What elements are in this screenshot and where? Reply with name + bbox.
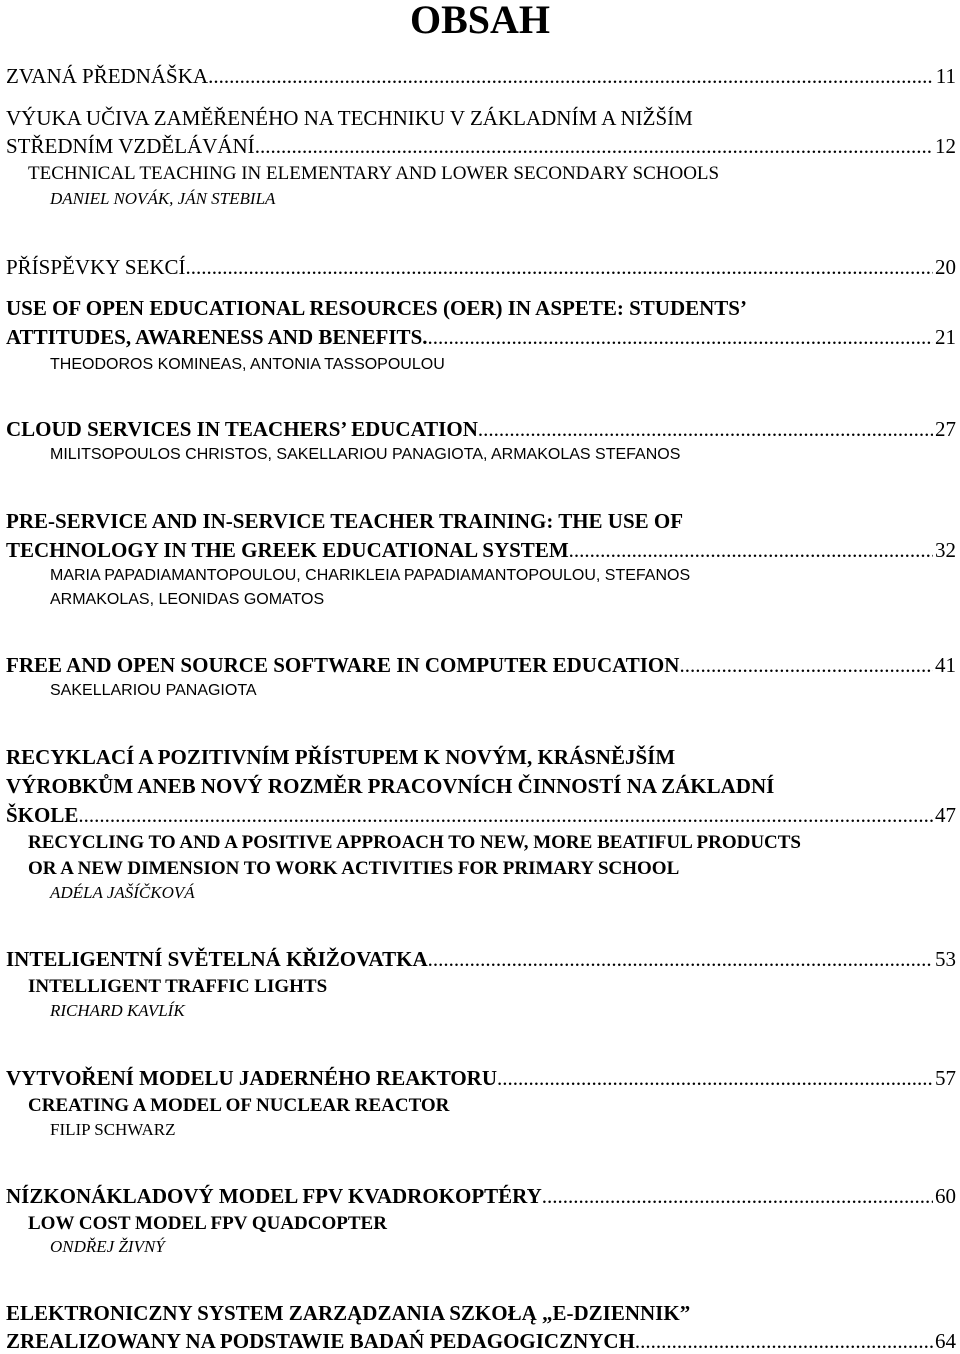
toc-entry-title: ATTITUDES, AWARENESS AND BENEFITS. xyxy=(6,325,428,349)
toc-entry-authors: SAKELLARIOU PANAGIOTA xyxy=(50,682,257,699)
toc-entry-title-line[interactable]: VÝUKA UČIVA ZAMĚŘENÉHO NA TECHNIKU V ZÁKLADNÍM A NIŽŠÍM xyxy=(6,106,693,130)
toc-entry-subtitle: INTELLIGENT TRAFFIC LIGHTS xyxy=(28,976,328,997)
dot-leader xyxy=(497,1065,933,1091)
toc-entry-title-line[interactable]: VÝROBKŮM ANEB NOVÝ ROZMĚR PRACOVNÍCH ČINNOSTÍ NA ZÁKLADNÍ xyxy=(6,774,775,798)
toc-page-number: 12 xyxy=(935,134,956,158)
toc-entry-title: CLOUD SERVICES IN TEACHERS’ EDUCATION xyxy=(6,417,478,441)
toc-entry-authors: FILIP SCHWARZ xyxy=(50,1120,176,1139)
toc-entry-technical-teaching[interactable] xyxy=(6,133,956,159)
toc-page-number: 20 xyxy=(935,255,956,279)
toc-page-number: 57 xyxy=(935,1066,956,1090)
toc-page-number: 32 xyxy=(935,538,956,562)
toc-entry-oer[interactable] xyxy=(6,324,956,350)
toc-page-number: 47 xyxy=(935,803,956,827)
dot-leader xyxy=(255,133,933,159)
toc-page-number: 64 xyxy=(935,1329,956,1353)
toc-entry-quadcopter[interactable] xyxy=(6,1183,956,1209)
toc-entry-foss[interactable] xyxy=(6,652,956,678)
toc-entry-title: INTELIGENTNÍ SVĚTELNÁ KŘIŽOVATKA xyxy=(6,947,428,971)
toc-entry-subtitle: TECHNICAL TEACHING IN ELEMENTARY AND LOWER SECONDARY SCHOOLS xyxy=(28,163,720,184)
toc-entry-authors: DANIEL NOVÁK, JÁN STEBILA xyxy=(50,189,276,208)
toc-entry-section-contributions[interactable] xyxy=(6,254,956,280)
toc-entry-teacher-training[interactable] xyxy=(6,537,956,563)
toc-entry-e-dziennik[interactable] xyxy=(6,1328,956,1354)
toc-entry-title: FREE AND OPEN SOURCE SOFTWARE IN COMPUTER EDUCATION xyxy=(6,653,680,677)
toc-entry-subtitle: RECYCLING TO AND A POSITIVE APPROACH TO NEW, MORE BEATIFUL PRODUCTS xyxy=(28,832,801,853)
toc-entry-subtitle: OR A NEW DIMENSION TO WORK ACTIVITIES FOR PRIMARY SCHOOL xyxy=(28,858,680,879)
toc-entry-title: PŘÍSPĚVKY SEKCÍ xyxy=(6,255,186,279)
toc-page-number: 60 xyxy=(935,1184,956,1208)
toc-entry-authors: ADÉLA JAŠÍČKOVÁ xyxy=(50,883,195,902)
toc-entry-title: ŠKOLE xyxy=(6,803,79,827)
toc-page-number: 53 xyxy=(935,947,956,971)
toc-entry-authors: ARMAKOLAS, LEONIDAS GOMATOS xyxy=(50,591,325,608)
toc-entry-authors: MARIA PAPADIAMANTOPOULOU, CHARIKLEIA PAPADIAMANTOPOULOU, STEFANOS xyxy=(50,567,691,584)
toc-entry-authors: ONDŘEJ ŽIVNÝ xyxy=(50,1237,165,1256)
dot-leader xyxy=(428,946,933,972)
dot-leader xyxy=(428,324,934,350)
toc-page-number: 21 xyxy=(935,325,956,349)
toc-entry-authors: MILITSOPOULOS CHRISTOS, SAKELLARIOU PANAGIOTA, ARMAKOLAS STEFANOS xyxy=(50,446,681,463)
toc-entry-subtitle: LOW COST MODEL FPV QUADCOPTER xyxy=(28,1213,387,1234)
toc-entry-invited-lecture[interactable] xyxy=(6,63,956,89)
dot-leader xyxy=(208,63,934,89)
page-title: OBSAH xyxy=(409,0,551,42)
toc-entry-title: ZVANÁ PŘEDNÁŠKA xyxy=(6,64,209,88)
toc-entry-authors: RICHARD KAVLÍK xyxy=(50,1001,185,1020)
toc-entry-title-line[interactable]: ELEKTRONICZNY SYSTEM ZARZĄDZANIA SZKOŁĄ „E-DZIENNIK” xyxy=(6,1301,691,1325)
toc-page-number: 27 xyxy=(935,417,956,441)
toc-entry-title-line[interactable]: PRE-SERVICE AND IN-SERVICE TEACHER TRAINING: THE USE OF xyxy=(6,509,684,533)
toc-entry-title-line[interactable]: USE OF OPEN EDUCATIONAL RESOURCES (OER) IN ASPETE: STUDENTS’ xyxy=(6,296,747,320)
dot-leader xyxy=(78,802,933,828)
toc-page-number: 41 xyxy=(935,653,956,677)
dot-leader xyxy=(635,1328,933,1354)
dot-leader xyxy=(542,1183,933,1209)
dot-leader xyxy=(679,652,933,678)
toc-entry-title: STŘEDNÍM VZDĚLÁVÁNÍ xyxy=(6,134,255,158)
dot-leader xyxy=(569,537,933,563)
toc-page-number: 11 xyxy=(935,64,956,88)
toc-entry-subtitle: CREATING A MODEL OF NUCLEAR REACTOR xyxy=(28,1095,450,1116)
toc-entry-cloud-services[interactable] xyxy=(6,416,956,442)
toc-entry-title-line[interactable]: RECYKLACÍ A POZITIVNÍM PŘÍSTUPEM K NOVÝM, KRÁSNĚJŠÍM xyxy=(6,745,676,769)
toc-entry-title: TECHNOLOGY IN THE GREEK EDUCATIONAL SYSTEM xyxy=(6,538,569,562)
dot-leader xyxy=(478,416,933,442)
dot-leader xyxy=(186,254,933,280)
toc-entry-title: ZREALIZOWANY NA PODSTAWIE BADAŃ PEDAGOGICZNYCH xyxy=(6,1329,635,1353)
toc-entry-title: NÍZKONÁKLADOVÝ MODEL FPV KVADROKOPTÉRY xyxy=(6,1184,542,1208)
toc-entry-title: VYTVOŘENÍ MODELU JADERNÉHO REAKTORU xyxy=(6,1066,497,1090)
toc-entry-authors: THEODOROS KOMINEAS, ANTONIA TASSOPOULOU xyxy=(50,356,445,373)
toc-entry-recycling[interactable] xyxy=(6,802,956,828)
toc-entry-traffic-lights[interactable] xyxy=(6,946,956,972)
toc-entry-nuclear-reactor[interactable] xyxy=(6,1065,956,1091)
